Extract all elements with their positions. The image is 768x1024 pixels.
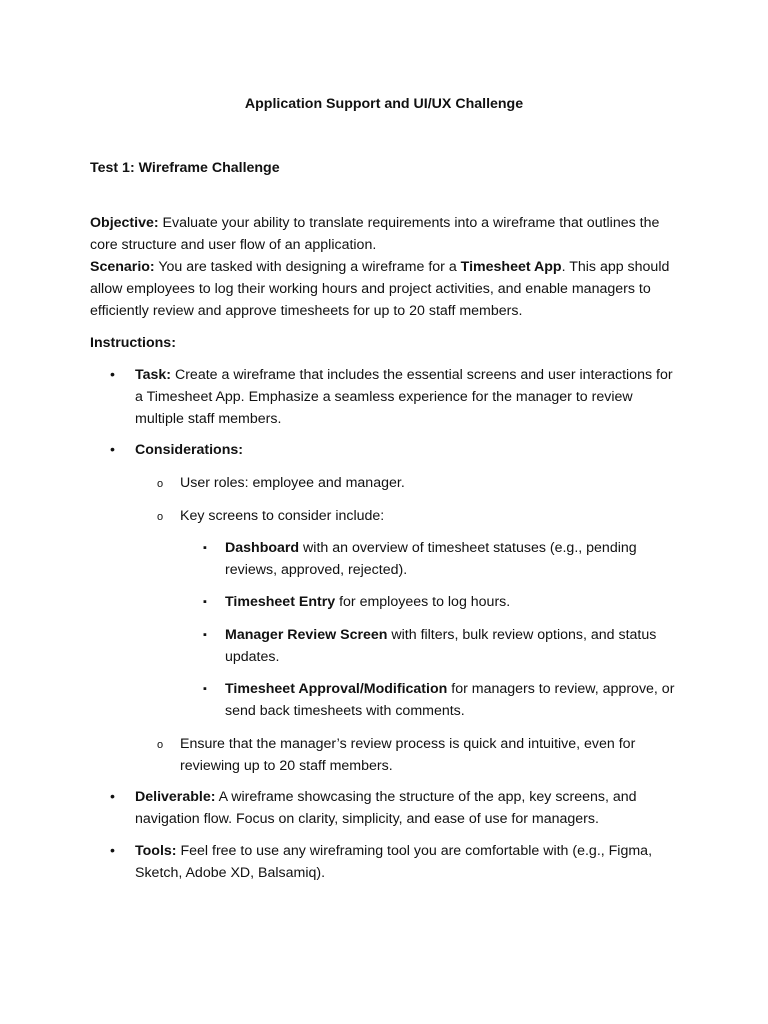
- objective-paragraph: [90, 212, 690, 256]
- timesheet-entry-text: for employees to log hours.: [335, 594, 511, 610]
- approval-item: [225, 678, 680, 722]
- scenario-label: Scenario:: [90, 259, 155, 275]
- bullet-marker: •: [110, 367, 115, 383]
- considerations-label: Considerations:: [135, 442, 243, 458]
- timesheet-entry-item: [225, 591, 680, 613]
- square-bullet-marker: ▪: [203, 683, 207, 695]
- bullet-marker: •: [110, 442, 115, 458]
- test-heading: Test 1: Wireframe Challenge: [90, 160, 280, 176]
- manager-review-item: [225, 624, 680, 668]
- objective-label: Objective:: [90, 215, 159, 231]
- document-title: Application Support and UI/UX Challenge: [244, 96, 524, 112]
- task-label: Task:: [135, 367, 172, 383]
- square-bullet-marker: ▪: [203, 629, 207, 641]
- scenario-text-before: You are tasked with designing a wireframe for a: [154, 259, 461, 275]
- sub-bullet-marker: o: [157, 739, 164, 751]
- scenario-app-name: Timesheet App: [460, 259, 562, 275]
- dashboard-label: Dashboard: [225, 540, 300, 556]
- sub-bullet-marker: o: [157, 511, 164, 523]
- scenario-text-after: . This app should allow employees to log their working hours and project activities, and enable managers to efficiently review and approve timesheets for up to 20 staff members.: [90, 259, 670, 319]
- deliverable-text: A wireframe showcasing the structure of the app, key screens, and navigation flow. Focus on clarity, simplicity, and ease of use for managers.: [135, 789, 637, 827]
- tools-item: [135, 840, 680, 884]
- dashboard-item: [225, 537, 680, 581]
- deliverable-label: Deliverable:: [135, 789, 216, 805]
- task-item: [135, 364, 680, 430]
- bullet-marker: •: [110, 789, 115, 805]
- timesheet-entry-label: Timesheet Entry: [225, 594, 336, 610]
- sub-bullet-marker: o: [157, 478, 164, 490]
- task-text: Create a wireframe that includes the essential screens and user interactions for a Timesheet App. Emphasize a seamless experience for the manager to review multiple staff members.: [135, 367, 673, 427]
- bullet-marker: •: [110, 843, 115, 859]
- ensure-item: Ensure that the manager’s review process is quick and intuitive, even for reviewing up to 20 staff members.: [180, 736, 636, 774]
- manager-review-label: Manager Review Screen: [225, 627, 388, 643]
- approval-text: for managers to review, approve, or send back timesheets with comments.: [225, 681, 675, 719]
- user-roles-item: User roles: employee and manager.: [180, 475, 405, 491]
- deliverable-item: [135, 786, 680, 830]
- tools-text: Feel free to use any wireframing tool you are comfortable with (e.g., Figma, Sketch, Adobe XD, Balsamiq).: [135, 843, 653, 881]
- tools-label: Tools:: [135, 843, 177, 859]
- instructions-label: Instructions:: [90, 335, 176, 351]
- scenario-paragraph: [90, 256, 690, 322]
- manager-review-text: with filters, bulk review options, and status updates.: [225, 627, 657, 665]
- approval-label: Timesheet Approval/Modification: [225, 681, 448, 697]
- square-bullet-marker: ▪: [203, 542, 207, 554]
- key-screens-item: Key screens to consider include:: [180, 508, 385, 524]
- square-bullet-marker: ▪: [203, 596, 207, 608]
- dashboard-text: with an overview of timesheet statuses (e.g., pending reviews, approved, rejected).: [225, 540, 637, 578]
- objective-text: Evaluate your ability to translate requirements into a wireframe that outlines the core structure and user flow of an application.: [90, 215, 660, 253]
